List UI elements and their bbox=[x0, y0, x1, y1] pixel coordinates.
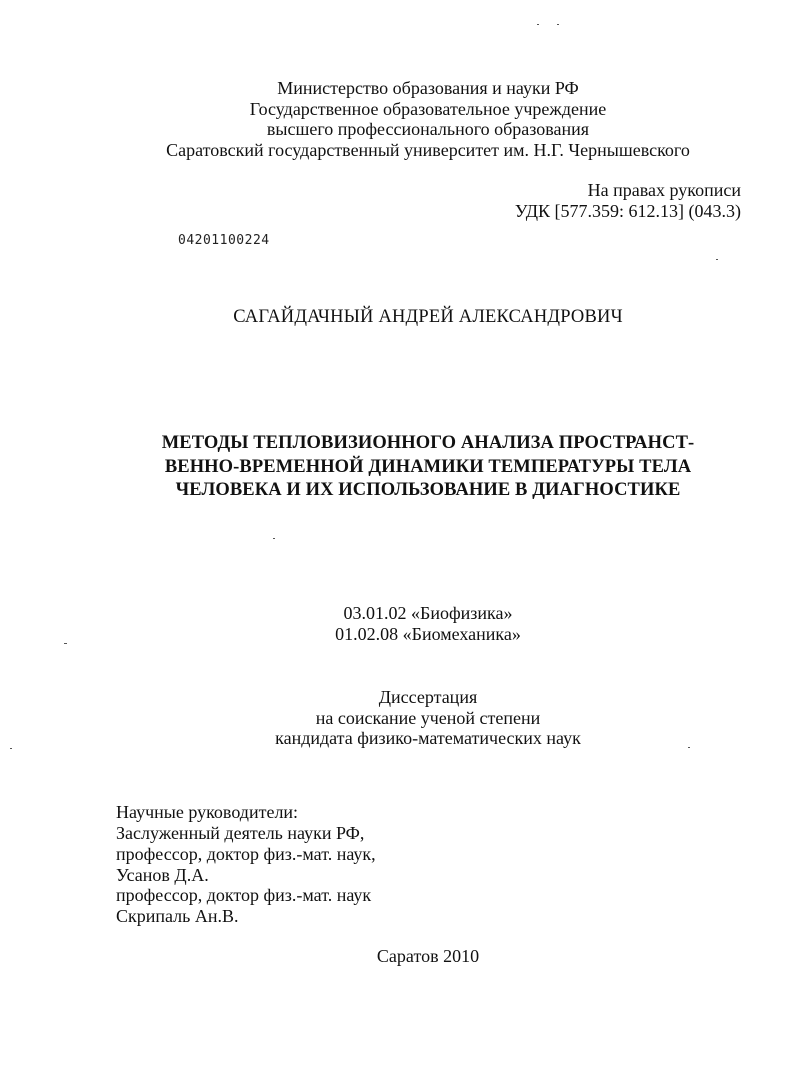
supervisors-heading: Научные руководители: bbox=[116, 802, 299, 822]
scan-speck bbox=[64, 643, 67, 644]
ministry-line: Министерство образования и науки РФ bbox=[277, 78, 579, 98]
udk-code: УДК [577.359: 612.13] (043.3) bbox=[514, 201, 741, 221]
thesis-title-line-1: МЕТОДЫ ТЕПЛОВИЗИОННОГО АНАЛИЗА ПРОСТРАНСТ- bbox=[161, 433, 695, 453]
supervisor-2-degree: профессор, доктор физ.-мат. наук bbox=[116, 885, 372, 905]
author-name: САГАЙДАЧНЫЙ АНДРЕЙ АЛЕКСАНДРОВИЧ bbox=[233, 307, 623, 327]
institution-type-line: Государственное образовательное учреждение bbox=[249, 99, 607, 119]
supervisor-1-name: Усанов Д.А. bbox=[116, 865, 209, 885]
registration-stamp-number: 04201100224 bbox=[178, 233, 270, 248]
scan-speck bbox=[273, 538, 275, 539]
supervisor-1-degree: профессор, доктор физ.-мат. наук, bbox=[116, 844, 376, 864]
thesis-title-line-2: ВЕННО-ВРЕМЕННОЙ ДИНАМИКИ ТЕМПЕРАТУРЫ ТЕЛА bbox=[164, 457, 692, 477]
scan-speck bbox=[557, 24, 559, 25]
thesis-title-line-3: ЧЕЛОВЕКА И ИХ ИСПОЛЬЗОВАНИЕ В ДИАГНОСТИКЕ bbox=[175, 480, 681, 500]
scan-speck bbox=[688, 747, 690, 748]
degree-line-2: кандидата физико-математических наук bbox=[275, 728, 581, 748]
education-level-line: высшего профессионального образования bbox=[266, 119, 590, 139]
specialty-biophysics: 03.01.02 «Биофизика» bbox=[343, 603, 513, 623]
scan-speck bbox=[10, 748, 12, 749]
scan-speck bbox=[716, 259, 718, 260]
manuscript-rights: На правах рукописи bbox=[587, 180, 741, 200]
city-year: Саратов 2010 bbox=[376, 946, 480, 966]
university-line: Саратовский государственный университет им. Н.Г. Чернышевского bbox=[166, 140, 690, 160]
specialty-biomechanics: 01.02.08 «Биомеханика» bbox=[335, 624, 521, 644]
degree-line-1: на соискание ученой степени bbox=[315, 708, 541, 728]
supervisor-1-title: Заслуженный деятель науки РФ, bbox=[116, 823, 365, 843]
document-type: Диссертация bbox=[378, 687, 478, 707]
scan-speck bbox=[537, 24, 539, 25]
supervisor-2-name: Скрипаль Ан.В. bbox=[116, 906, 239, 926]
